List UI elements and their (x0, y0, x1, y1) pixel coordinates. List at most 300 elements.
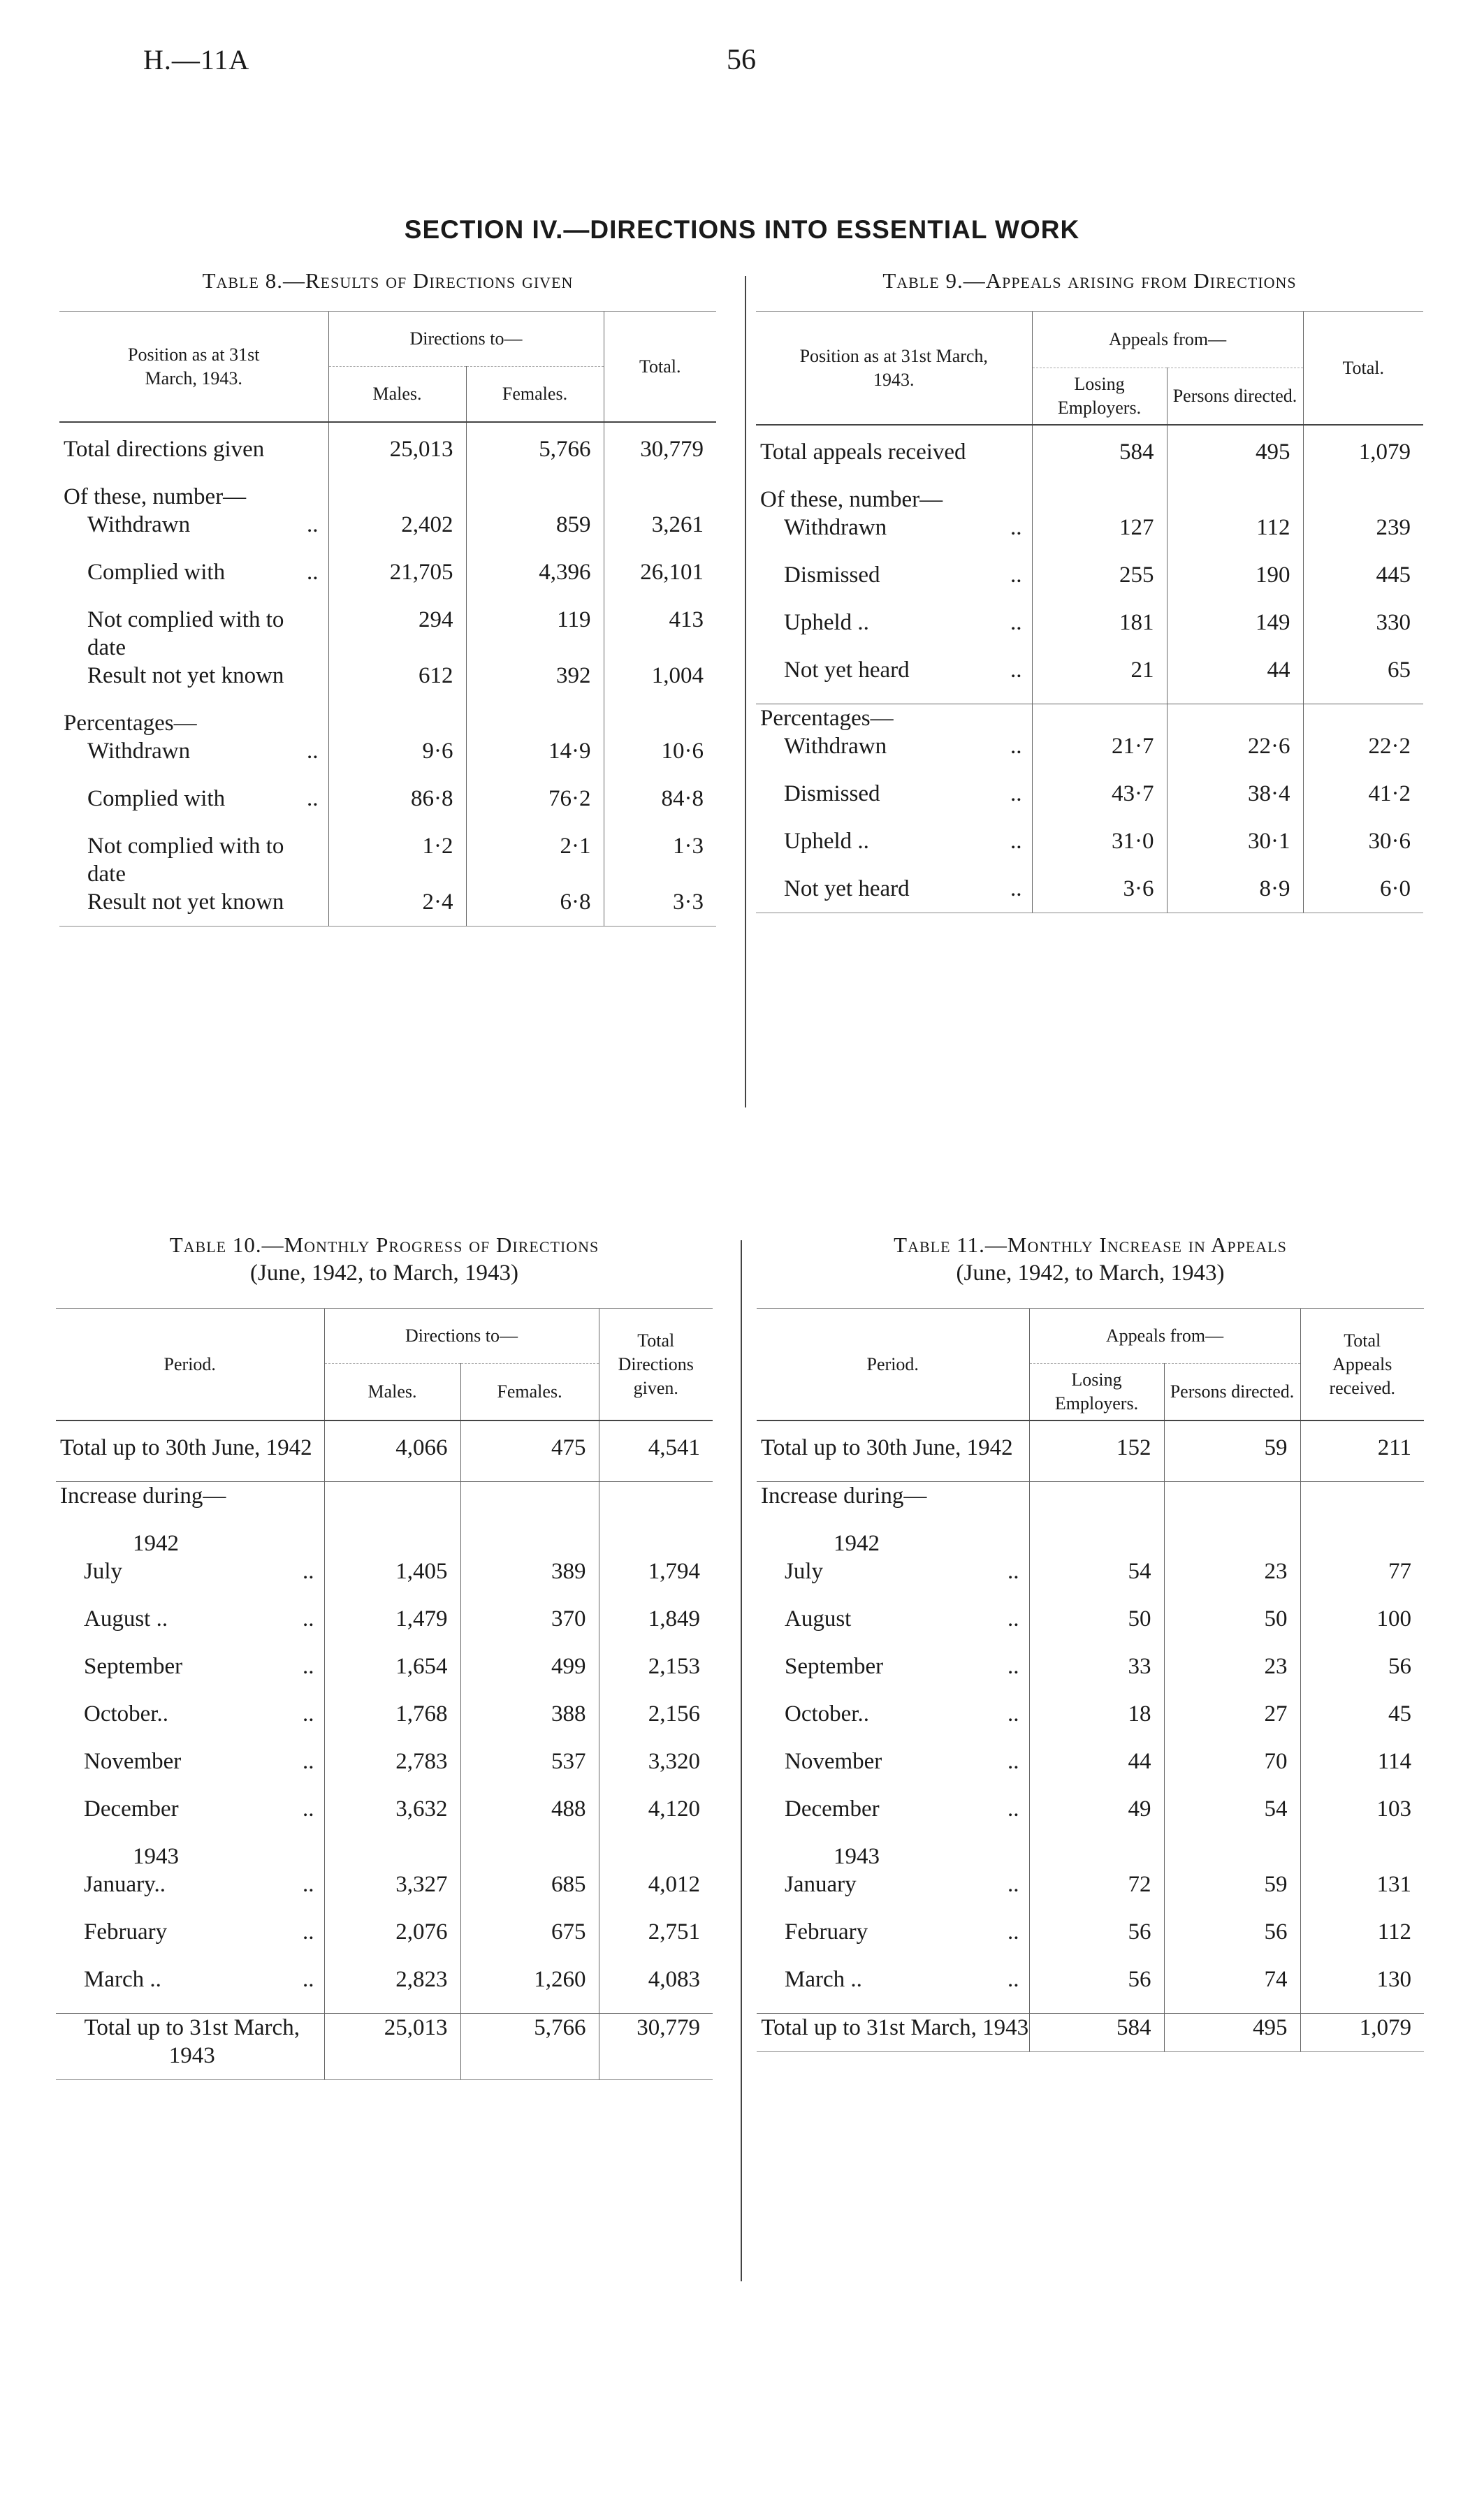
spacer-row (756, 466, 1423, 486)
row-label (756, 875, 1032, 913)
row-label (59, 511, 328, 539)
cell-losing: 49 (1029, 1795, 1164, 1823)
row-label-text: November (785, 1749, 882, 1774)
spacer-cell (1164, 1633, 1300, 1652)
cell-total: 103 (1300, 1795, 1424, 1823)
table-row (757, 1652, 1424, 1680)
spacer-cell (59, 690, 328, 709)
cell-males: 25,013 (328, 422, 466, 463)
spacer-cell (1029, 1585, 1164, 1605)
spacer-row (59, 690, 716, 709)
cell-persons: 56 (1164, 1918, 1300, 1946)
spacer-row (757, 1775, 1424, 1795)
row-label-text: October.. (84, 1701, 168, 1727)
column-divider-top (745, 276, 746, 1107)
spacer-cell (1032, 637, 1167, 656)
leader-dots: .. (303, 1606, 314, 1632)
cell-losing: 584 (1029, 2014, 1164, 2052)
cell-persons: 74 (1164, 1966, 1300, 1993)
cell-males: 294 (328, 606, 466, 662)
cell-persons: 70 (1164, 1748, 1300, 1775)
row-label-text: Dismissed (784, 562, 880, 588)
cell-total: 77 (1300, 1557, 1424, 1585)
table-row (756, 732, 1423, 760)
spacer-row (756, 760, 1423, 780)
spacer-cell (599, 1510, 713, 1530)
cell-females: 675 (460, 1918, 599, 1946)
cell-total: 22·2 (1303, 732, 1423, 760)
table-row (56, 1843, 713, 1870)
spacer-cell (1303, 684, 1423, 704)
row-label-text: Withdrawn (784, 734, 887, 759)
cell-males (328, 483, 466, 511)
row-label (757, 1421, 1029, 1462)
row-label-text: 1942 (834, 1531, 880, 1556)
row-label (56, 1843, 324, 1870)
cell-females: 370 (460, 1605, 599, 1633)
spacer-row (756, 542, 1423, 561)
spacer-row (56, 1510, 713, 1530)
table8-group-header: Directions to— (328, 312, 604, 367)
table-row (757, 2014, 1424, 2052)
spacer-cell (1300, 1898, 1424, 1918)
spacer-row (756, 855, 1423, 875)
spacer-cell (1164, 1823, 1300, 1843)
spacer-cell (59, 463, 328, 483)
table9-losing-header: Losing Employers. (1032, 368, 1167, 426)
table10-body (56, 1421, 713, 2080)
table11-period-header: Period. (757, 1309, 1029, 1421)
cell-females: 388 (460, 1700, 599, 1728)
cell-total: 1,849 (599, 1605, 713, 1633)
table-row (56, 1421, 713, 1462)
leader-dots: .. (1007, 1606, 1019, 1632)
spacer-cell (756, 760, 1032, 780)
table-row (757, 1843, 1424, 1870)
spacer-cell (757, 1680, 1029, 1700)
table-row (56, 1748, 713, 1775)
row-label (56, 1700, 324, 1728)
cell-total: 30,779 (599, 2014, 713, 2080)
spacer-cell (757, 1775, 1029, 1795)
spacer-cell (1303, 808, 1423, 827)
cell-persons (1164, 1843, 1300, 1870)
row-label (756, 732, 1032, 760)
table-row (56, 1605, 713, 1633)
cell-persons: 149 (1167, 609, 1303, 637)
spacer-row (56, 1728, 713, 1748)
row-label (56, 1605, 324, 1633)
spacer-cell (1029, 1633, 1164, 1652)
row-label (56, 2014, 324, 2080)
leader-dots: .. (303, 1872, 314, 1897)
spacer-row (757, 1898, 1424, 1918)
table-row (56, 1482, 713, 1511)
row-label-text: Complied with (87, 560, 226, 585)
spacer-row (757, 1823, 1424, 1843)
row-label-text: Total up to 31st March, 1943 (84, 2015, 300, 2068)
spacer-cell (1032, 589, 1167, 609)
cell-persons: 112 (1167, 514, 1303, 542)
spacer-cell (599, 1993, 713, 2014)
cell-females (460, 1843, 599, 1870)
spacer-row (59, 813, 716, 832)
row-label (757, 1557, 1029, 1585)
row-label (56, 1795, 324, 1823)
spacer-cell (56, 1898, 324, 1918)
row-label (59, 785, 328, 813)
cell-persons: 44 (1167, 656, 1303, 684)
page-number: 56 (727, 44, 756, 76)
cell-males: 2,823 (324, 1966, 460, 1993)
cell-losing (1029, 1843, 1164, 1870)
cell-males: 2,783 (324, 1748, 460, 1775)
spacer-cell (1032, 684, 1167, 704)
row-label (56, 1652, 324, 1680)
cell-females (460, 1530, 599, 1557)
cell-losing: 31·0 (1032, 827, 1167, 855)
spacer-row (756, 684, 1423, 704)
spacer-cell (757, 1462, 1029, 1482)
table-row (56, 1870, 713, 1898)
leader-dots: .. (1010, 515, 1022, 540)
table9-persons-header: Persons directed. (1167, 368, 1303, 426)
spacer-cell (1167, 855, 1303, 875)
spacer-cell (757, 1728, 1029, 1748)
row-label (756, 656, 1032, 684)
spacer-cell (466, 813, 604, 832)
spacer-cell (756, 542, 1032, 561)
leader-dots: .. (1007, 1749, 1019, 1774)
table-row (757, 1918, 1424, 1946)
row-label-text: Total up to 30th June, 1942 (60, 1435, 312, 1460)
spacer-cell (56, 1585, 324, 1605)
row-label (756, 780, 1032, 808)
row-label (59, 422, 328, 463)
spacer-row (56, 1462, 713, 1482)
spacer-cell (1029, 1823, 1164, 1843)
cell-losing: 54 (1029, 1557, 1164, 1585)
row-label (59, 709, 328, 737)
spacer-cell (1300, 1823, 1424, 1843)
cell-losing (1032, 486, 1167, 514)
leader-dots: .. (303, 1967, 314, 1992)
row-label (56, 1557, 324, 1585)
leader-dots: .. (303, 1559, 314, 1584)
row-label (757, 2014, 1029, 2052)
spacer-cell (1300, 1510, 1424, 1530)
cell-total (1303, 486, 1423, 514)
leader-dots: .. (303, 1701, 314, 1727)
spacer-cell (328, 765, 466, 785)
cell-females (466, 709, 604, 737)
leader-dots: .. (1010, 657, 1022, 683)
row-label-text: Complied with (87, 786, 226, 811)
table-row (756, 875, 1423, 913)
spacer-row (56, 1585, 713, 1605)
cell-total: 45 (1300, 1700, 1424, 1728)
cell-total: 30·6 (1303, 827, 1423, 855)
spacer-cell (756, 637, 1032, 656)
spacer-cell (757, 1898, 1029, 1918)
cell-males (324, 1530, 460, 1557)
row-label (756, 486, 1032, 514)
leader-dots: .. (307, 739, 319, 764)
spacer-cell (1029, 1462, 1164, 1482)
spacer-row (59, 539, 716, 558)
spacer-cell (1300, 1585, 1424, 1605)
table-row (59, 709, 716, 737)
row-label-text: July (785, 1559, 824, 1584)
spacer-cell (599, 1462, 713, 1482)
spacer-cell (466, 765, 604, 785)
table10-subtitle: (June, 1942, to March, 1943) (249, 1260, 518, 1286)
spacer-cell (1029, 1898, 1164, 1918)
spacer-row (757, 1993, 1424, 2014)
cell-males: 21,705 (328, 558, 466, 586)
spacer-cell (1303, 589, 1423, 609)
table8-males-header: Males. (328, 367, 466, 423)
cell-males: 1,768 (324, 1700, 460, 1728)
leader-dots: .. (1007, 1872, 1019, 1897)
spacer-cell (324, 1728, 460, 1748)
leader-dots: .. (1010, 781, 1022, 806)
spacer-cell (756, 855, 1032, 875)
table10 (56, 1308, 713, 2080)
cell-males: 3,327 (324, 1870, 460, 1898)
cell-total: 1·3 (604, 832, 716, 888)
spacer-cell (1032, 808, 1167, 827)
table-row (757, 1482, 1424, 1511)
table-row (56, 1700, 713, 1728)
row-label (757, 1652, 1029, 1680)
cell-males: 612 (328, 662, 466, 690)
spacer-cell (328, 463, 466, 483)
table-row (56, 1966, 713, 1993)
row-label-text: February (84, 1919, 168, 1945)
table-row (56, 2014, 713, 2080)
spacer-cell (599, 1680, 713, 1700)
cell-losing: 21·7 (1032, 732, 1167, 760)
row-label (757, 1748, 1029, 1775)
spacer-cell (1303, 637, 1423, 656)
spacer-cell (1300, 1775, 1424, 1795)
spacer-cell (1303, 760, 1423, 780)
row-label (56, 1530, 324, 1557)
row-label-text: 1942 (133, 1531, 179, 1556)
cell-losing: 56 (1029, 1918, 1164, 1946)
row-label-text: August (785, 1606, 852, 1632)
cell-total (1303, 704, 1423, 733)
table8-females-header: Females. (466, 367, 604, 423)
cell-females: 392 (466, 662, 604, 690)
row-label-text: December (84, 1796, 179, 1822)
cell-females: 14·9 (466, 737, 604, 765)
cell-total: 130 (1300, 1966, 1424, 1993)
table9-body (756, 425, 1423, 913)
table10-group-header: Directions to— (324, 1309, 599, 1364)
cell-total: 1,794 (599, 1557, 713, 1585)
row-label-text: September (84, 1654, 183, 1679)
leader-dots: .. (1007, 1559, 1019, 1584)
cell-total: 211 (1300, 1421, 1424, 1462)
spacer-cell (56, 1510, 324, 1530)
leader-dots: .. (1010, 734, 1022, 759)
cell-females: 5,766 (466, 422, 604, 463)
table-row (757, 1700, 1424, 1728)
row-label-text: Withdrawn (784, 515, 887, 540)
row-label-text: January.. (84, 1872, 166, 1897)
table-row (59, 558, 716, 586)
spacer-cell (599, 1633, 713, 1652)
spacer-cell (1167, 808, 1303, 827)
table-row (59, 483, 716, 511)
table-row (757, 1530, 1424, 1557)
spacer-cell (324, 1585, 460, 1605)
spacer-cell (59, 539, 328, 558)
cell-males: 3,632 (324, 1795, 460, 1823)
leader-dots: .. (307, 512, 319, 537)
cell-persons: 38·4 (1167, 780, 1303, 808)
leader-dots: .. (303, 1919, 314, 1945)
cell-females: 2·1 (466, 832, 604, 888)
row-label-text: November (84, 1749, 182, 1774)
cell-males (324, 1843, 460, 1870)
cell-total: 1,079 (1300, 2014, 1424, 2052)
cell-persons: 190 (1167, 561, 1303, 589)
spacer-cell (460, 1993, 599, 2014)
table-row (56, 1530, 713, 1557)
cell-total (599, 1482, 713, 1511)
spacer-cell (1029, 1993, 1164, 2014)
spacer-cell (460, 1823, 599, 1843)
spacer-cell (1164, 1728, 1300, 1748)
row-label-text: December (785, 1796, 880, 1822)
spacer-cell (1300, 1993, 1424, 2014)
leader-dots: .. (1010, 562, 1022, 588)
cell-persons (1164, 1482, 1300, 1511)
spacer-row (56, 1823, 713, 1843)
cell-total: 6·0 (1303, 875, 1423, 913)
row-label (756, 704, 1032, 733)
row-label-text: Percentages— (760, 706, 894, 731)
spacer-cell (1300, 1728, 1424, 1748)
cell-losing: 56 (1029, 1966, 1164, 1993)
spacer-row (757, 1510, 1424, 1530)
spacer-cell (757, 1585, 1029, 1605)
spacer-cell (324, 1823, 460, 1843)
spacer-cell (1167, 760, 1303, 780)
column-divider-bottom (741, 1240, 742, 2281)
cell-females: 499 (460, 1652, 599, 1680)
cell-losing: 50 (1029, 1605, 1164, 1633)
row-label (756, 514, 1032, 542)
spacer-cell (1164, 1898, 1300, 1918)
spacer-cell (324, 1633, 460, 1652)
row-label-text: Result not yet known (87, 889, 284, 915)
cell-females: 537 (460, 1748, 599, 1775)
spacer-cell (604, 813, 716, 832)
table-row (757, 1557, 1424, 1585)
table11-body (757, 1421, 1424, 2052)
row-label-text: 1943 (834, 1844, 880, 1869)
cell-total: 2,153 (599, 1652, 713, 1680)
table10-females-header: Females. (460, 1364, 599, 1421)
spacer-row (56, 1946, 713, 1966)
cell-losing (1029, 1482, 1164, 1511)
cell-males: 9·6 (328, 737, 466, 765)
spacer-cell (1164, 1680, 1300, 1700)
spacer-cell (324, 1993, 460, 2014)
table-row (59, 737, 716, 765)
cell-males (324, 1482, 460, 1511)
cell-total: 3·3 (604, 888, 716, 927)
row-label-text: Of these, number— (64, 484, 247, 509)
table-row (756, 486, 1423, 514)
row-label-text: Not yet heard (784, 657, 910, 683)
table-row (756, 514, 1423, 542)
spacer-row (756, 637, 1423, 656)
row-label (756, 609, 1032, 637)
spacer-row (757, 1946, 1424, 1966)
spacer-cell (56, 1462, 324, 1482)
cell-persons: 8·9 (1167, 875, 1303, 913)
table11-total-header: Total Appeals received. (1300, 1309, 1424, 1421)
spacer-cell (328, 586, 466, 606)
spacer-cell (757, 1946, 1029, 1966)
leader-dots: .. (1010, 829, 1022, 854)
cell-losing: 44 (1029, 1748, 1164, 1775)
row-label (757, 1795, 1029, 1823)
spacer-cell (756, 684, 1032, 704)
cell-total: 131 (1300, 1870, 1424, 1898)
cell-total: 4,120 (599, 1795, 713, 1823)
spacer-cell (1164, 1946, 1300, 1966)
cell-total (604, 483, 716, 511)
table11-persons-header: Persons directed. (1164, 1364, 1300, 1421)
cell-females: 389 (460, 1557, 599, 1585)
spacer-cell (1029, 1946, 1164, 1966)
cell-total: 56 (1300, 1652, 1424, 1680)
cell-females: 119 (466, 606, 604, 662)
cell-total: 445 (1303, 561, 1423, 589)
spacer-row (59, 463, 716, 483)
leader-dots: .. (303, 1796, 314, 1822)
spacer-cell (1032, 760, 1167, 780)
cell-total (1300, 1482, 1424, 1511)
spacer-cell (328, 690, 466, 709)
table-row (56, 1557, 713, 1585)
cell-total: 1,079 (1303, 425, 1423, 466)
leader-dots: .. (1007, 1654, 1019, 1679)
row-label-text: Dismissed (784, 781, 880, 806)
leader-dots: .. (307, 786, 319, 811)
cell-total: 3,261 (604, 511, 716, 539)
cell-males: 25,013 (324, 2014, 460, 2080)
cell-total (1300, 1843, 1424, 1870)
cell-females: 475 (460, 1421, 599, 1462)
row-label (757, 1966, 1029, 1993)
row-label-text: Increase during— (60, 1483, 226, 1509)
spacer-cell (466, 463, 604, 483)
table-row (756, 425, 1423, 466)
cell-losing: 181 (1032, 609, 1167, 637)
table-row (756, 704, 1423, 733)
cell-persons: 23 (1164, 1652, 1300, 1680)
row-label (59, 558, 328, 586)
row-label (757, 1482, 1029, 1511)
cell-persons: 59 (1164, 1870, 1300, 1898)
